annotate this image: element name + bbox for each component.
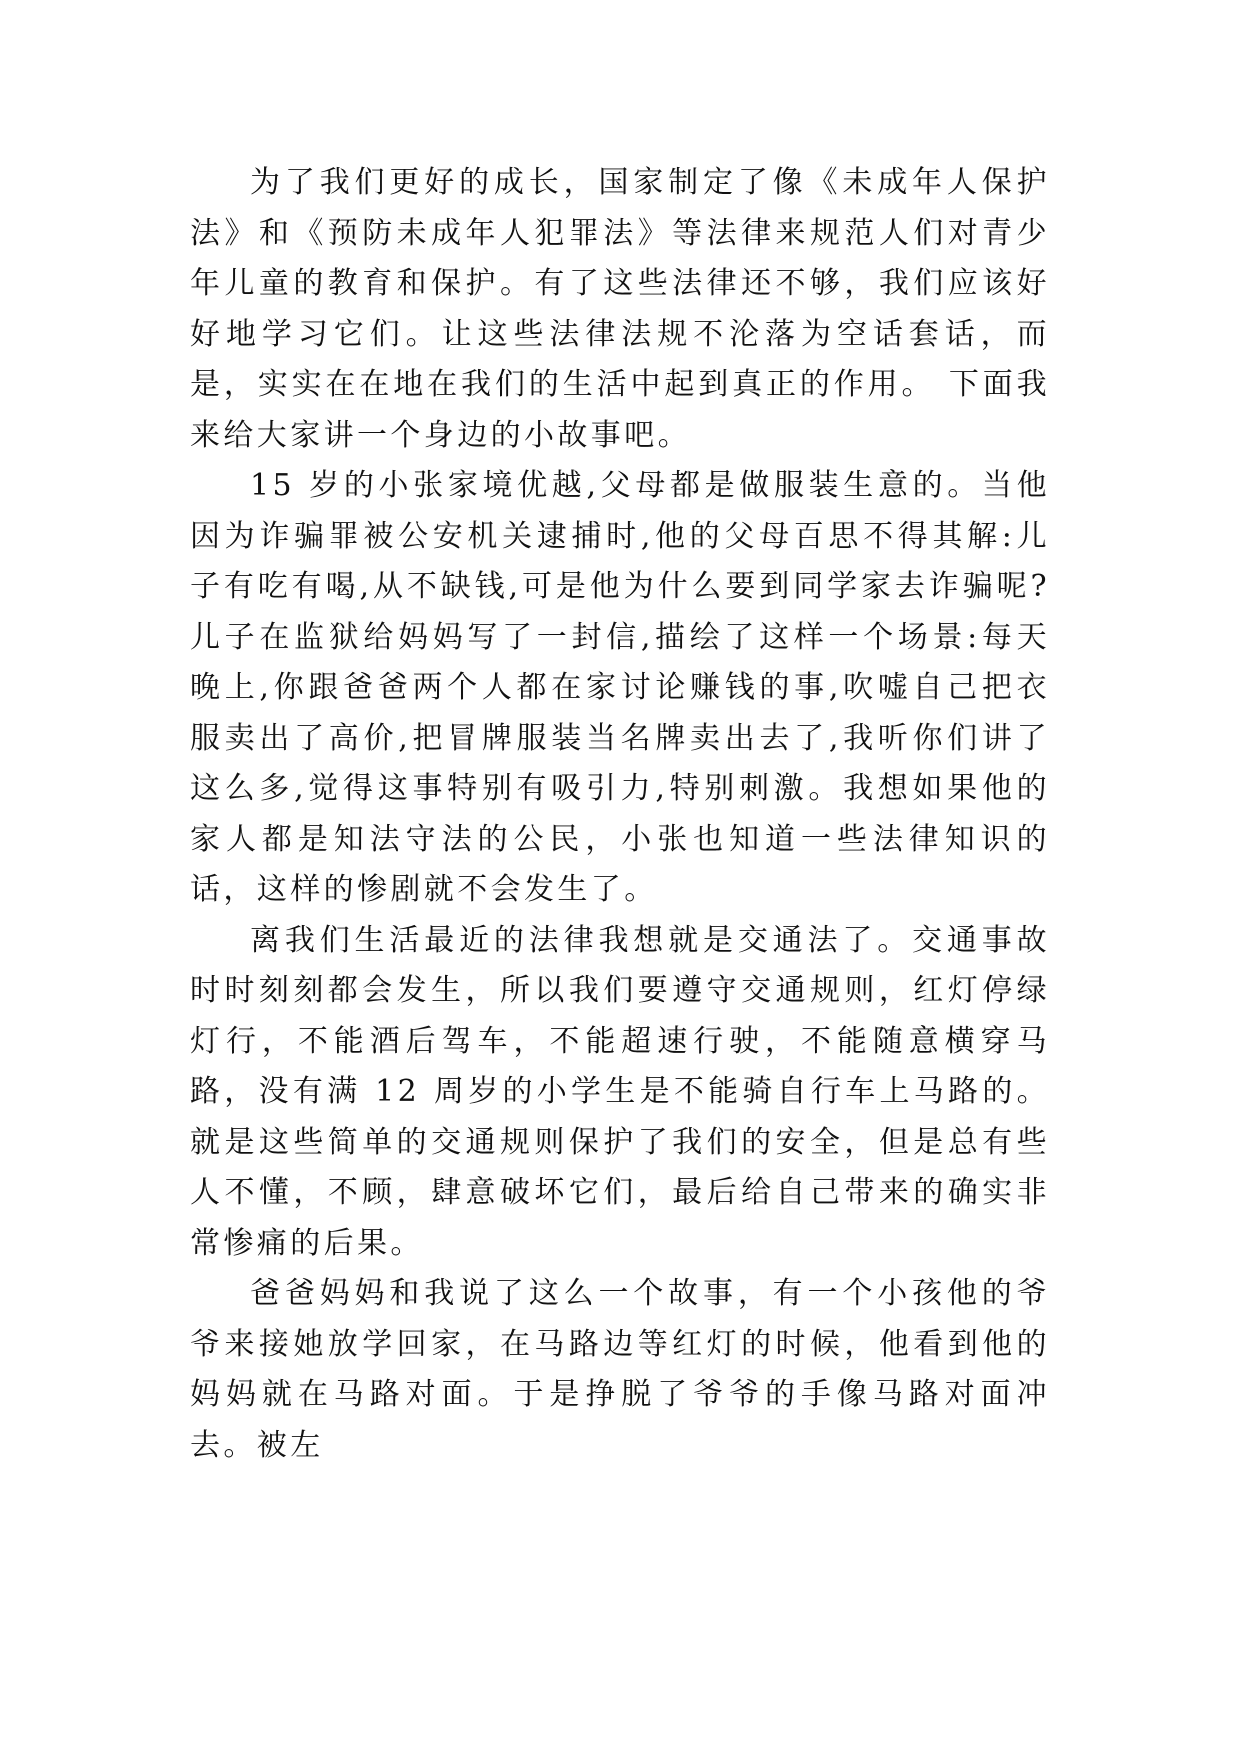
- paragraph-4: 爸爸妈妈和我说了这么一个故事，有一个小孩他的爷爷来接她放学回家，在马路边等红灯的时候，他看到他的妈妈就在马路对面。于是挣脱了爷爷的手像马路对面冲去。被左: [190, 1276, 1050, 1463]
- paragraph-1: 为了我们更好的成长，国家制定了像《未成年人保护法》和《预防未成年人犯罪法》等法律来规范人们对青少年儿童的教育和保护。有了这些法律还不够，我们应该好好地学习它们。让这些法律法规不沦落为空话套话，而是，实实在在地在我们的生活中起到真正的作用。 下面我来给大家讲一个身边的小故事吧。: [190, 165, 1050, 453]
- document-body: [190, 158, 1050, 1471]
- paragraph-2: 15 岁的小张家境优越,父母都是做服装生意的。当他因为诈骗罪被公安机关逮捕时,他的父母百思不得其解:儿子有吃有喝,从不缺钱,可是他为什么要到同学家去诈骗呢?儿子在监狱给妈妈写了一封信,描绘了这样一个场景:每天晚上,你跟爸爸两个人都在家讨论赚钱的事,吹嘘自己把衣服卖出了高价,把冒牌服装当名牌卖出去了,我听你们讲了这么多,觉得这事特别有吸引力,特别刺激。我想如果他的家人都是知法守法的公民，小张也知道一些法律知识的话，这样的惨剧就不会发生了。: [190, 468, 1050, 907]
- paragraph-3: 离我们生活最近的法律我想就是交通法了。交通事故时时刻刻都会发生，所以我们要遵守交通规则，红灯停绿灯行，不能酒后驾车，不能超速行驶，不能随意横穿马路，没有满 12 周岁的小学生是不能骑自行车上马路的。就是这些简单的交通规则保护了我们的安全，但是总有些人不懂，不顾，肆意破坏它们，最后给自己带来的确实非常惨痛的后果。: [190, 922, 1050, 1261]
